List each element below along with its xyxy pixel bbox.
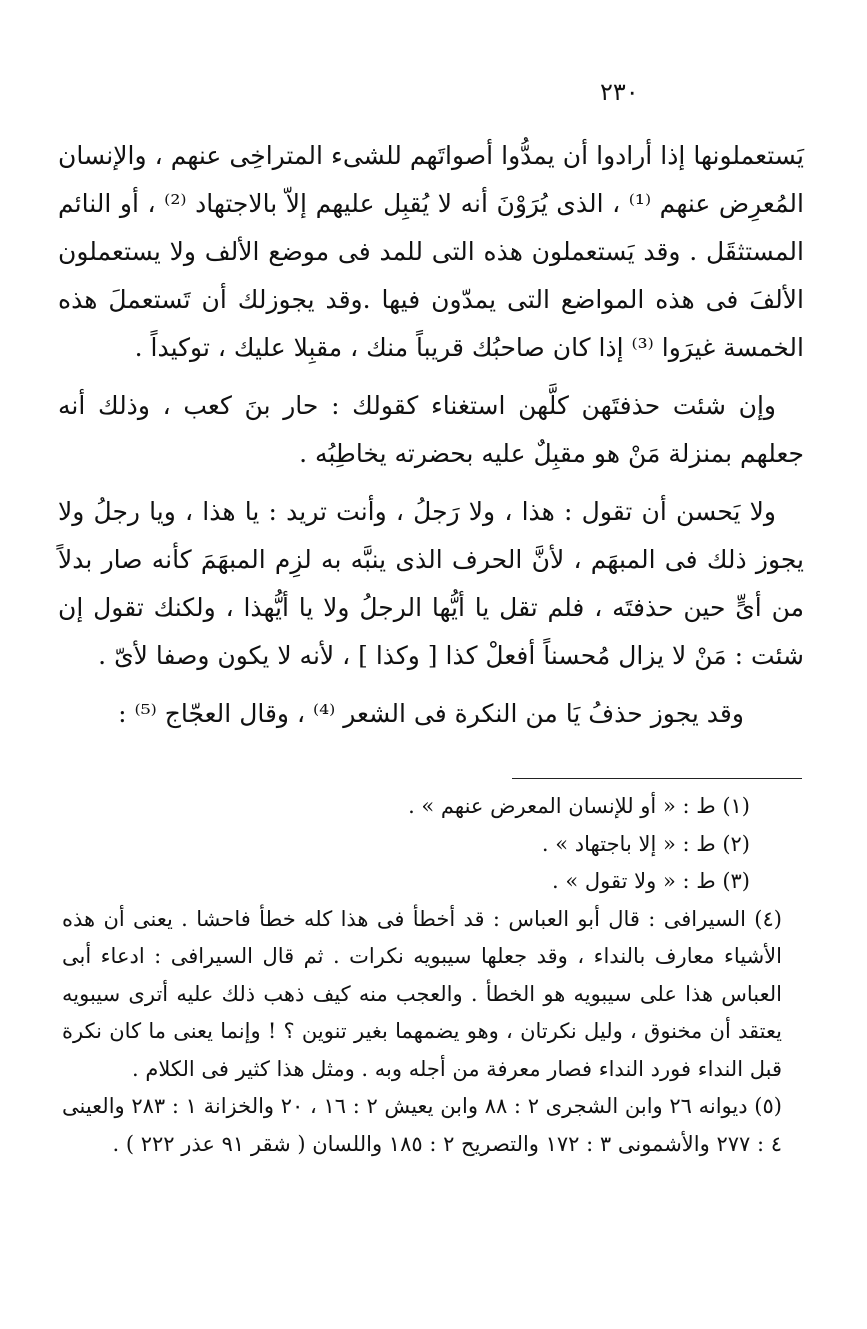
footnotes	[62, 788, 802, 1163]
page-number: ٢٣٠	[600, 78, 639, 106]
footnote-divider	[512, 778, 802, 779]
paragraph-3: ولا يَحسن أن تقول : هذا ، ولا رَجلُ ، وأنت تريد : يا هذا ، ويا رجلُ ولا يجوز ذلك فى المبهَم ، لأنَّ الحرف الذى ينبَّه به لزِم المبهَمَ كأنه صار بدلاً من أىٍّ حين حذفتَه ، فلم تقل يا أيُّها الرجلُ ولا يا أيُّهذا ، ولكنك تقول إن شئت : مَنْ لا يزال مُحسناً أفعلْ كذا [ وكذا ] ، لأنه لا يكون وصفا لأىّ .	[58, 497, 804, 670]
footnote-2: (٢) ط : « إلا باجتهاد » .	[541, 831, 750, 856]
footnote-3: (٣) ط : « ولا تقول » .	[552, 869, 750, 893]
footnote-1: (١) ط : « أو للإنسان المعرض عنهم » .	[408, 794, 750, 818]
paragraph-1: يَستعملونها إذا أرادوا أن يمدُّوا أصواتَهم للشىء المتراخِى عنهم ، والإنسان المُعرِض عنهم ⁽¹⁾ ، الذى يُرَوْنَ أنه لا يُقبِل عليهم إلاّ بالاجتهاد ⁽²⁾ ، أو النائم المستثقَل . وقد يَستعملون هذه التى للمد فى موضع الألف ولا يستعملون الألفَ فى هذه المواضع التى يمدّون فيها .وقد يجوزلك أن تَستعملَ هذه الخمسة غيرَوا ⁽³⁾ إذا كان صاحبُك قريباً منك ، مقبِلا عليك ، توكيداً .	[58, 141, 804, 362]
footnote-4: (٤) السيرافى : قال أبو العباس : قد أخطأ فى هذا كله خطأ فاحشا . يعنى أن هذه الأشياء معارف بالنداء ، وقد جعلها سيبويه نكرات . ثم قال السيرافى : ادعاء أبى العباس هذا على سيبويه هو الخطأ . والعجب منه كيف ذهب ذلك عليه أترى سيبويه يعتقد أن مخنوق ، وليل نكرتان ، وهو يضمهما بغير تنوين ؟ ! وإنما يعنى ما كان نكرة قبل النداء فورد النداء فصار معرفة من أجله وبه . ومثل هذا كثير فى الكلام .	[62, 906, 782, 1081]
footnote-5: (٥) ديوانه ٢٦ وابن الشجرى ٢ : ٨٨ وابن يعيش ٢ : ١٦ ، ٢٠ والخزانة ١ : ٢٨٣ والعينى ٤ : ٢٧٧ والأشمونى ٣ : ١٧٢ والتصريح ٢ : ١٨٥ واللسان ( شقر ٩١ عذر ٢٢٢ ) .	[62, 1094, 782, 1156]
closing-line: وقد يجوز حذفُ يَا من النكرة فى الشعر ⁽⁴⁾ ، وقال العجّاج ⁽⁵⁾ :	[118, 699, 744, 728]
paragraph-2: وإن شئت حذفتَهن كلَّهن استغناء كقولك : حار بنَ كعب ، وذلك أنه جعلهم بمنزلة مَنْ هو مقبِلٌ عليه بحضرته يخاطِبُه .	[58, 391, 804, 468]
main-text	[58, 132, 804, 738]
